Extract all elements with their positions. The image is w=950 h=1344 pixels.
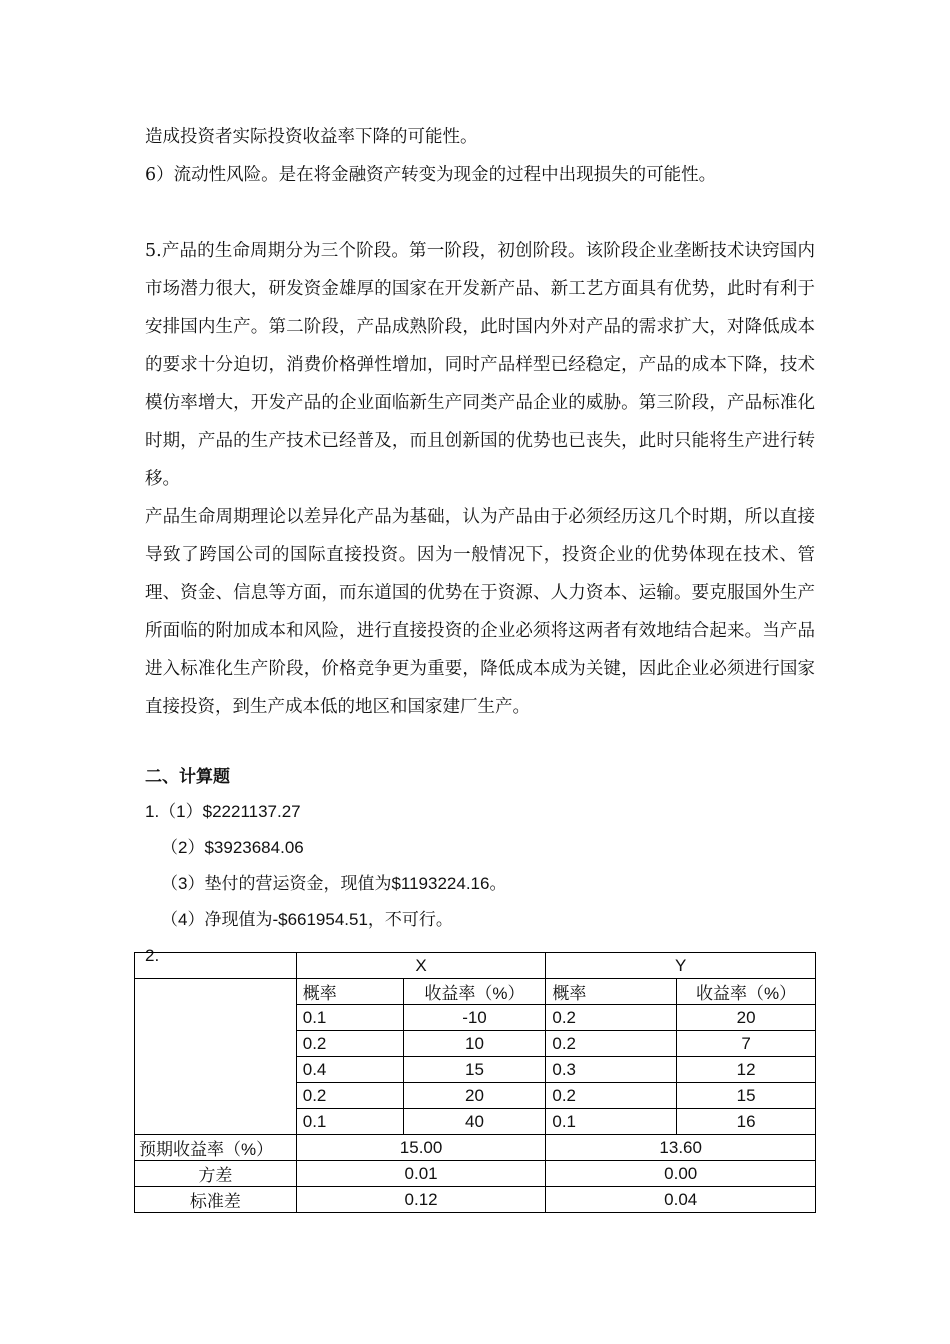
variance-label: 方差 <box>135 1161 297 1187</box>
empty-label-cell <box>135 979 297 1135</box>
x-prob: 0.2 <box>296 1031 403 1057</box>
paragraph-lifecycle-theory: 产品生命周期理论以差异化产品为基础，认为产品由于必须经历这几个时期，所以直接导致了跨国公司的国际直接投资。因为一般情况下，投资企业的优势体现在技术、管理、资金、信息等方面，而东道国的优势在于资源、人力资本、运输。要克服国外生产所面临的附加成本和风险，进行直接投资的企业必须将这两者有效地结合起来。当产品进入标准化生产阶段，价格竞争更为重要，降低成本成为关键，因此企业必须进行国家直接投资，到生产成本低的地区和国家建厂生产。 <box>145 507 815 717</box>
empty-cell <box>135 953 297 979</box>
risk-return-table <box>134 952 816 1213</box>
table-header-row <box>135 953 816 979</box>
variance-y: 0.00 <box>546 1161 816 1187</box>
y-return: 12 <box>677 1057 816 1083</box>
question-1-answers <box>145 794 815 974</box>
spacer <box>145 194 815 232</box>
table-subheader-row <box>135 979 816 1005</box>
expected-return-label: 预期收益率（%） <box>135 1135 297 1161</box>
y-prob: 0.3 <box>546 1057 677 1083</box>
expected-return-x: 15.00 <box>296 1135 546 1161</box>
paragraph-liquidity-risk: 6）流动性风险。是在将金融资产转变为现金的过程中出现损失的可能性。 <box>145 165 717 185</box>
y-return: 7 <box>677 1031 816 1057</box>
variance-x: 0.01 <box>296 1161 546 1187</box>
q1-answer-3: （3）垫付的营运资金，现值为$1193224.16。 <box>161 874 507 893</box>
y-return-header: 收益率（%） <box>677 979 816 1005</box>
y-prob: 0.2 <box>546 1031 677 1057</box>
x-prob: 0.4 <box>296 1057 403 1083</box>
x-return: -10 <box>403 1005 546 1031</box>
variance-row <box>135 1161 816 1187</box>
y-prob-header: 概率 <box>546 979 677 1005</box>
x-return: 15 <box>403 1057 546 1083</box>
x-return: 20 <box>403 1083 546 1109</box>
y-return: 20 <box>677 1005 816 1031</box>
paragraph-risk-tail: 造成投资者实际投资收益率下降的可能性。 <box>145 127 478 147</box>
x-return: 40 <box>403 1109 546 1135</box>
q1-answer-2: （2）$3923684.06 <box>161 838 304 857</box>
std-dev-label: 标准差 <box>135 1187 297 1213</box>
q1-answer-1: 1.（1）$2221137.27 <box>145 802 301 821</box>
q1-answer-4: （4）净现值为-$661954.51，不可行。 <box>161 910 453 929</box>
std-dev-x: 0.12 <box>296 1187 546 1213</box>
x-prob: 0.2 <box>296 1083 403 1109</box>
y-prob: 0.2 <box>546 1005 677 1031</box>
q2-label: 2. <box>145 946 160 965</box>
expected-return-y: 13.60 <box>546 1135 816 1161</box>
std-dev-row <box>135 1187 816 1213</box>
x-prob: 0.1 <box>296 1109 403 1135</box>
x-prob-header: 概率 <box>296 979 403 1005</box>
y-return: 16 <box>677 1109 816 1135</box>
section-heading-calculation: 二、计算题 <box>145 767 230 787</box>
header-y: Y <box>546 953 816 979</box>
y-return: 15 <box>677 1083 816 1109</box>
document-body <box>145 118 815 974</box>
x-prob: 0.1 <box>296 1005 403 1031</box>
header-x: X <box>296 953 546 979</box>
std-dev-y: 0.04 <box>546 1187 816 1213</box>
y-prob: 0.2 <box>546 1083 677 1109</box>
y-prob: 0.1 <box>546 1109 677 1135</box>
x-return: 10 <box>403 1031 546 1057</box>
x-return-header: 收益率（%） <box>403 979 546 1005</box>
paragraph-product-lifecycle: 5.产品的生命周期分为三个阶段。第一阶段，初创阶段。该阶段企业垄断技术诀窍国内市场潜力很大，研发资金雄厚的国家在开发新产品、新工艺方面具有优势，此时有利于安排国内生产。第二阶段，产品成熟阶段，此时国内外对产品的需求扩大，对降低成本的要求十分迫切，消费价格弹性增加，同时产品样型已经稳定，产品的成本下降，技术模仿率增大，开发产品的企业面临新生产同类产品企业的威胁。第三阶段，产品标准化时期，产品的生产技术已经普及，而且创新国的优势也已丧失，此时只能将生产进行转移。 <box>145 241 815 489</box>
expected-return-row <box>135 1135 816 1161</box>
